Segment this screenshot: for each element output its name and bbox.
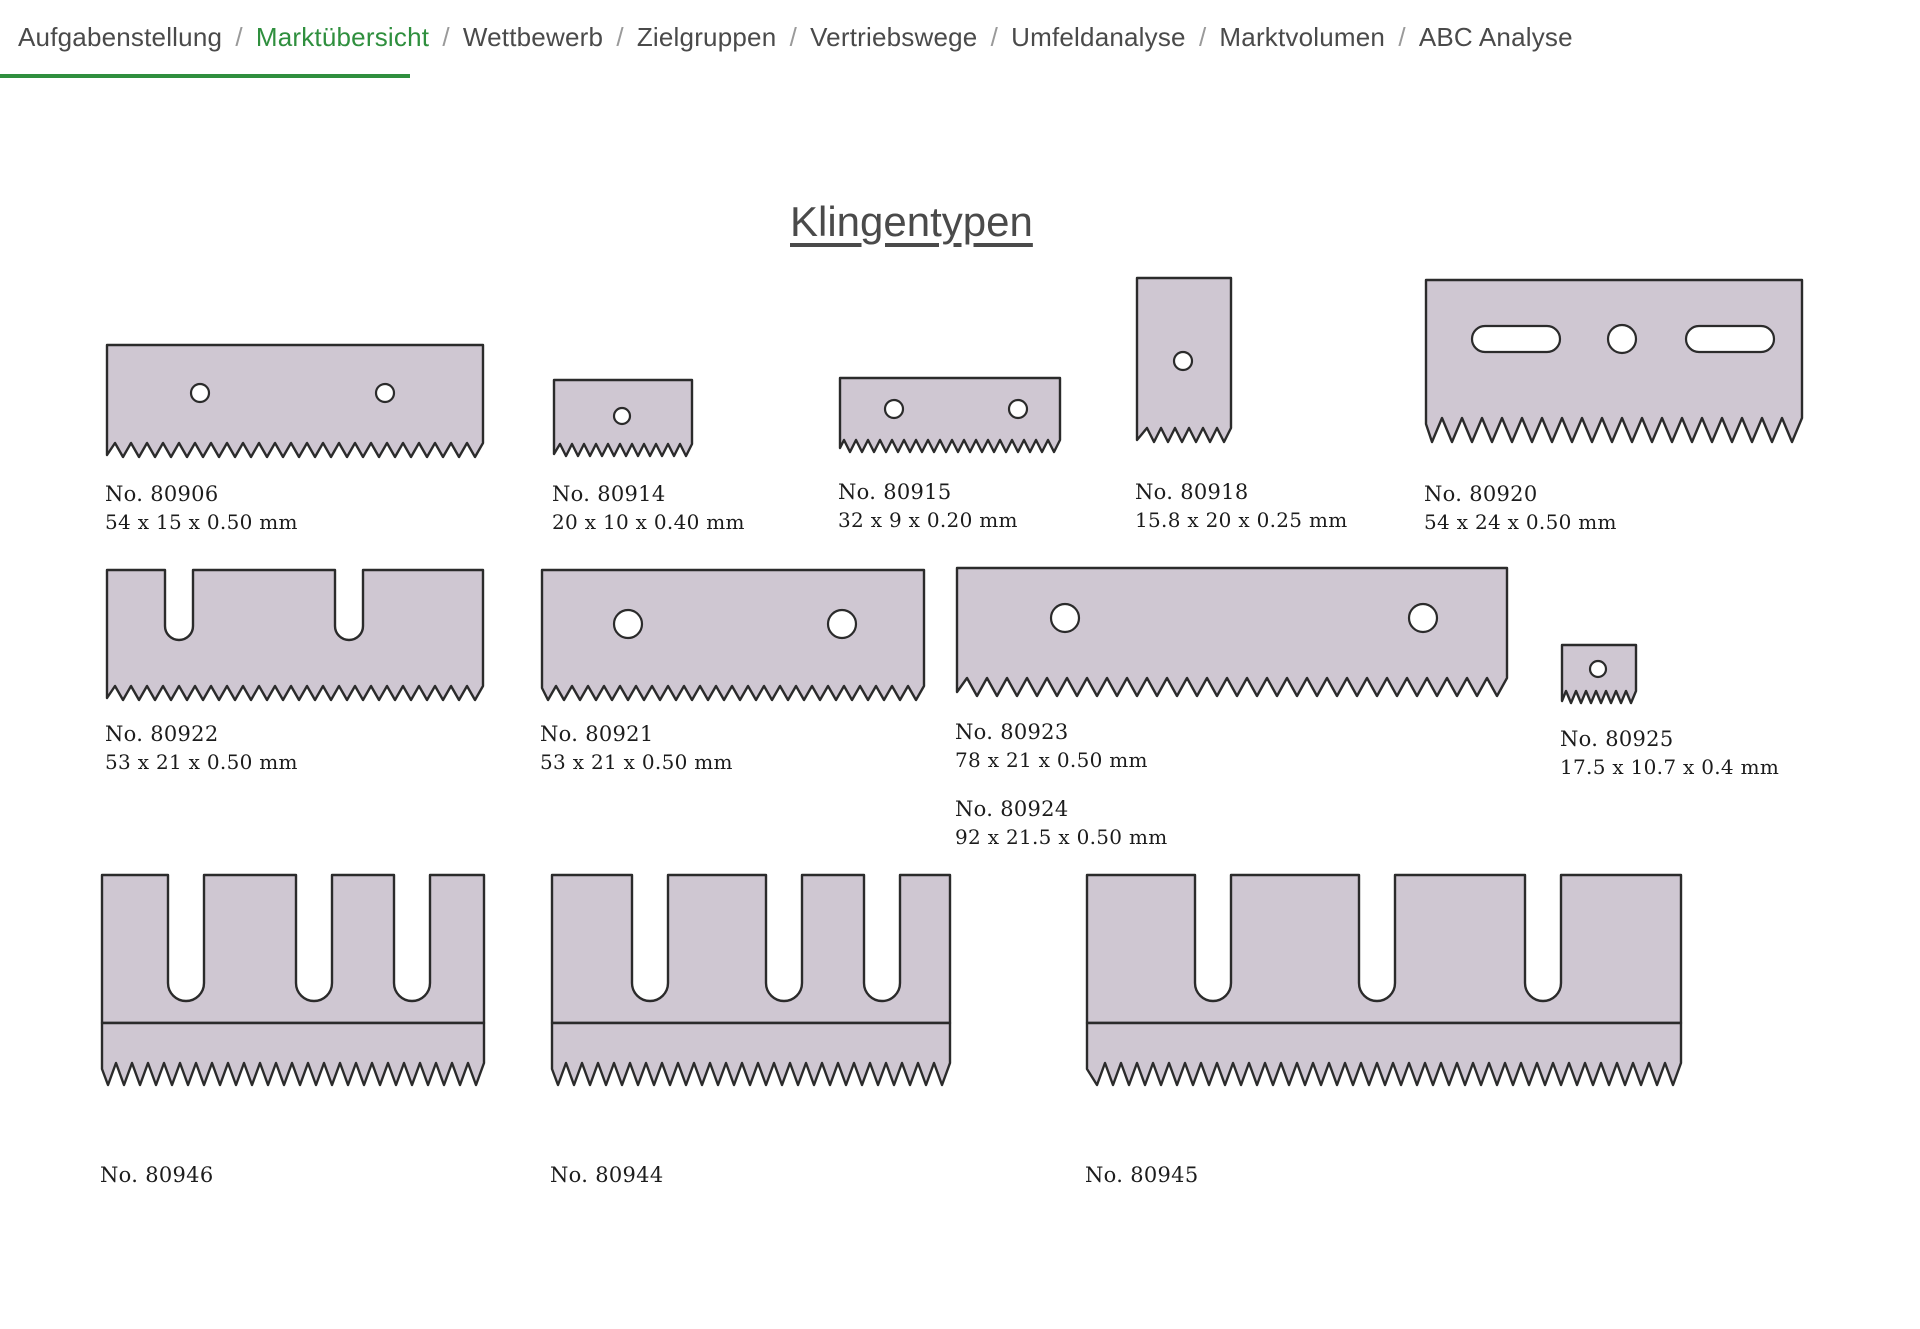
nav-separator: / [789, 22, 797, 52]
nav-separator: / [990, 22, 998, 52]
nav-item-marktvolumen[interactable]: Marktvolumen [1219, 22, 1386, 52]
blade-item-80946 [100, 873, 500, 1190]
blade-dimension: 17.5 x 10.7 x 0.4 mm [1560, 754, 1780, 779]
nav-item-wettbewerb[interactable]: Wettbewerb [462, 22, 604, 52]
nav-separator: / [1198, 22, 1207, 52]
blade-shape-80923 [955, 566, 1515, 706]
nav-separator: / [616, 22, 624, 52]
blade-item-80906 [105, 343, 495, 537]
blade-number: No. 80924 [955, 796, 1069, 821]
blade-shape-80922 [105, 568, 495, 708]
nav-item-zielgruppen[interactable]: Zielgruppen [636, 22, 777, 52]
blade-dimension: 78 x 21 x 0.50 mm [955, 747, 1148, 772]
breadcrumb-nav [0, 0, 1920, 78]
blade-shape-80944 [550, 873, 965, 1153]
blade-shape-80920 [1424, 278, 1814, 468]
blade-number: No. 80915 [838, 480, 952, 504]
blade-number: No. 80906 [105, 482, 219, 506]
blade-item-80914 [552, 378, 745, 537]
nav-item-marktuebersicht[interactable]: Marktübersicht [255, 22, 430, 52]
page-title: Klingentypen [790, 198, 1033, 245]
blade-number: No. 80946 [100, 1163, 214, 1187]
blade-item-80922 [105, 568, 495, 777]
nav-item-umfeldanalyse[interactable]: Umfeldanalyse [1011, 22, 1186, 52]
blade-item-80920 [1424, 278, 1814, 537]
blade-dimension: 54 x 24 x 0.50 mm [1424, 509, 1617, 534]
blade-shape-80918 [1135, 276, 1245, 466]
blade-item-80915 [838, 376, 1078, 535]
blade-shape-80906 [105, 343, 495, 468]
blade-shape-80915 [838, 376, 1078, 466]
nav-item-vertriebswege[interactable]: Vertriebswege [810, 22, 978, 52]
nav-item-abc-analyse[interactable]: ABC Analyse [1418, 22, 1573, 52]
blade-dimension: 53 x 21 x 0.50 mm [540, 749, 733, 774]
blade-item-80918 [1135, 276, 1348, 535]
blade-item-80945 [1085, 873, 1695, 1190]
blade-dimension: 54 x 15 x 0.50 mm [105, 509, 298, 534]
nav-item-aufgabenstellung[interactable]: Aufgabenstellung [18, 22, 223, 52]
blade-item-80921 [540, 568, 935, 777]
blade-dimension: 92 x 21.5 x 0.50 mm [955, 824, 1168, 849]
blade-shape-80925 [1560, 643, 1655, 713]
blade-number: No. 80920 [1424, 482, 1538, 506]
blade-dimension: 15.8 x 20 x 0.25 mm [1135, 507, 1348, 532]
nav-separator: / [1398, 22, 1406, 52]
blade-shape-80946 [100, 873, 500, 1153]
blade-number: No. 80921 [540, 722, 654, 746]
nav-separator: / [442, 22, 450, 52]
blade-shape-80945 [1085, 873, 1695, 1153]
blade-dimension: 53 x 21 x 0.50 mm [105, 749, 298, 774]
blade-number: No. 80918 [1135, 480, 1249, 504]
blade-number: No. 80914 [552, 482, 666, 506]
blade-shape-80921 [540, 568, 935, 708]
blade-shape-80914 [552, 378, 712, 468]
blade-dimension: 32 x 9 x 0.20 mm [838, 507, 1018, 532]
blade-item-80923 [955, 566, 1515, 851]
nav-separator: / [235, 22, 243, 52]
blade-number: No. 80944 [550, 1163, 664, 1187]
blade-item-80925 [1560, 643, 1779, 782]
blade-number: No. 80925 [1560, 727, 1674, 751]
blade-dimension: 20 x 10 x 0.40 mm [552, 509, 745, 534]
blade-number: No. 80922 [105, 722, 219, 746]
blade-number: No. 80945 [1085, 1163, 1199, 1187]
blade-item-80944 [550, 873, 965, 1190]
slide-content [0, 78, 1920, 1329]
blade-number: No. 80923 [955, 720, 1069, 744]
